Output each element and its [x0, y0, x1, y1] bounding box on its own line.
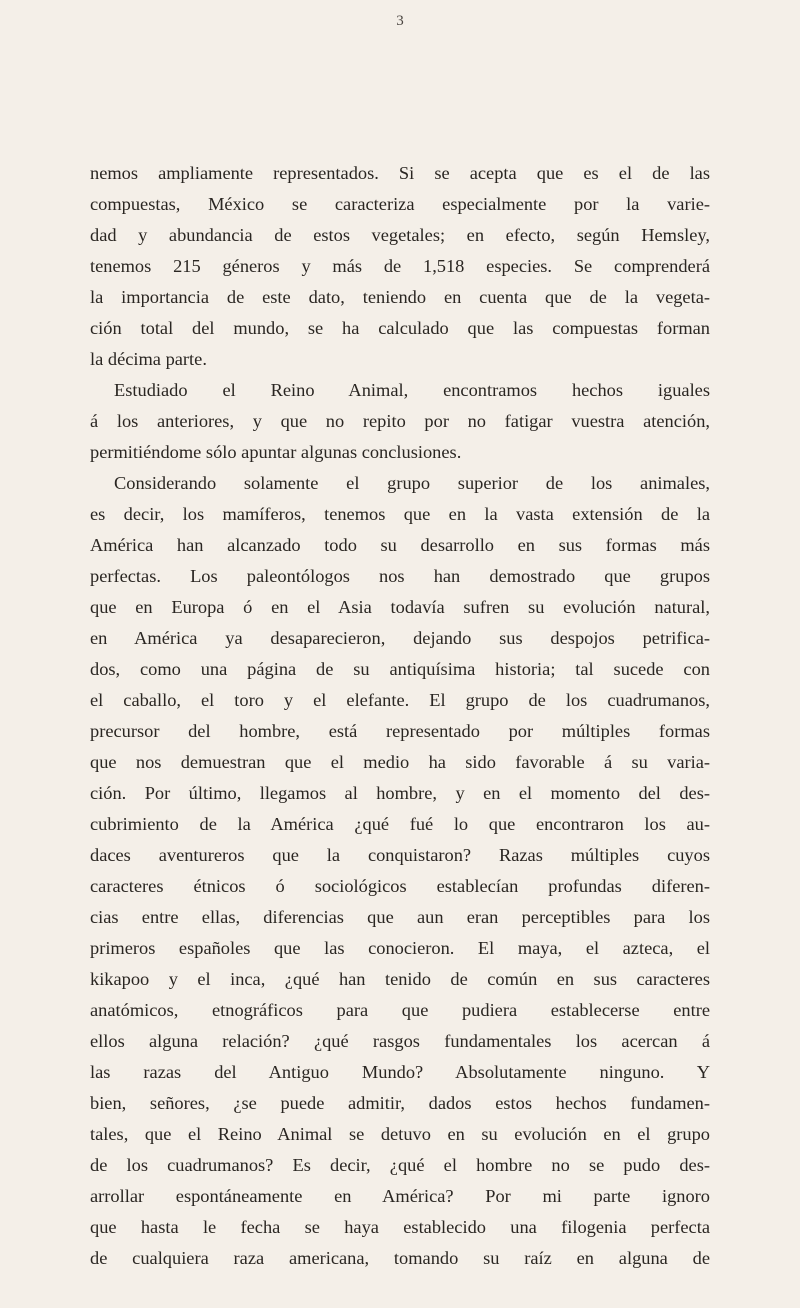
text-line: el caballo, el toro y el elefante. El grupo de los cuadrumanos, [90, 690, 710, 710]
text-line: Estudiado el Reino Animal, encontramos hechos iguales [114, 380, 710, 400]
text-line: permitiéndome sólo apuntar algunas conclusiones. [90, 442, 462, 462]
text-line: Considerando solamente el grupo superior de los animales, [114, 473, 710, 493]
text-line: ción. Por último, llegamos al hombre, y en el momento del des- [90, 783, 710, 803]
text-line: daces aventureros que la conquistaron? Razas múltiples cuyos [90, 845, 710, 865]
text-line: á los anteriores, y que no repito por no fatigar vuestra atención, [90, 411, 710, 431]
text-line: compuestas, México se caracteriza especialmente por la varie- [90, 194, 710, 214]
text-line: cubrimiento de la América ¿qué fué lo que encontraron los au- [90, 814, 710, 834]
text-line: de cualquiera raza americana, tomando su raíz en alguna de [90, 1248, 710, 1268]
text-line: arrollar espontáneamente en América? Por mi parte ignoro [90, 1186, 710, 1206]
body-text [90, 158, 710, 1274]
text-line: precursor del hombre, está representado por múltiples formas [90, 721, 710, 741]
text-line: perfectas. Los paleontólogos nos han demostrado que grupos [90, 566, 710, 586]
text-line: kikapoo y el inca, ¿qué han tenido de común en sus caracteres [90, 969, 710, 989]
text-line: la décima parte. [90, 349, 207, 369]
text-line: que nos demuestran que el medio ha sido favorable á su varia- [90, 752, 710, 772]
text-line: anatómicos, etnográficos para que pudiera establecerse entre [90, 1000, 710, 1020]
page-number: 3 [396, 13, 404, 29]
text-line: las razas del Antiguo Mundo? Absolutamente ninguno. Y [90, 1062, 710, 1082]
text-line: bien, señores, ¿se puede admitir, dados estos hechos fundamen- [90, 1093, 710, 1113]
text-line: nemos ampliamente representados. Si se acepta que es el de las [90, 163, 710, 183]
text-line: la importancia de este dato, teniendo en cuenta que de la vegeta- [90, 287, 710, 307]
text-line: tales, que el Reino Animal se detuvo en su evolución en el grupo [90, 1124, 710, 1144]
text-line: dad y abundancia de estos vegetales; en efecto, según Hemsley, [90, 225, 710, 245]
text-line: ellos alguna relación? ¿qué rasgos fundamentales los acercan á [90, 1031, 710, 1051]
text-line: caracteres étnicos ó sociológicos establecían profundas diferen- [90, 876, 710, 896]
text-line: dos, como una página de su antiquísima historia; tal sucede con [90, 659, 710, 679]
text-line: que en Europa ó en el Asia todavía sufren su evolución natural, [90, 597, 710, 617]
text-line: en América ya desaparecieron, dejando sus despojos petrifica- [90, 628, 710, 648]
text-line: América han alcanzado todo su desarrollo en sus formas más [90, 535, 710, 555]
text-line: que hasta le fecha se haya establecido una filogenia perfecta [90, 1217, 710, 1237]
text-line: primeros españoles que las conocieron. El maya, el azteca, el [90, 938, 710, 958]
text-line: ción total del mundo, se ha calculado que las compuestas forman [90, 318, 710, 338]
text-line: es decir, los mamíferos, tenemos que en la vasta extensión de la [90, 504, 710, 524]
text-line: tenemos 215 géneros y más de 1,518 especies. Se comprenderá [90, 256, 710, 276]
text-line: cias entre ellas, diferencias que aun eran perceptibles para los [90, 907, 710, 927]
text-line: de los cuadrumanos? Es decir, ¿qué el hombre no se pudo des- [90, 1155, 710, 1175]
